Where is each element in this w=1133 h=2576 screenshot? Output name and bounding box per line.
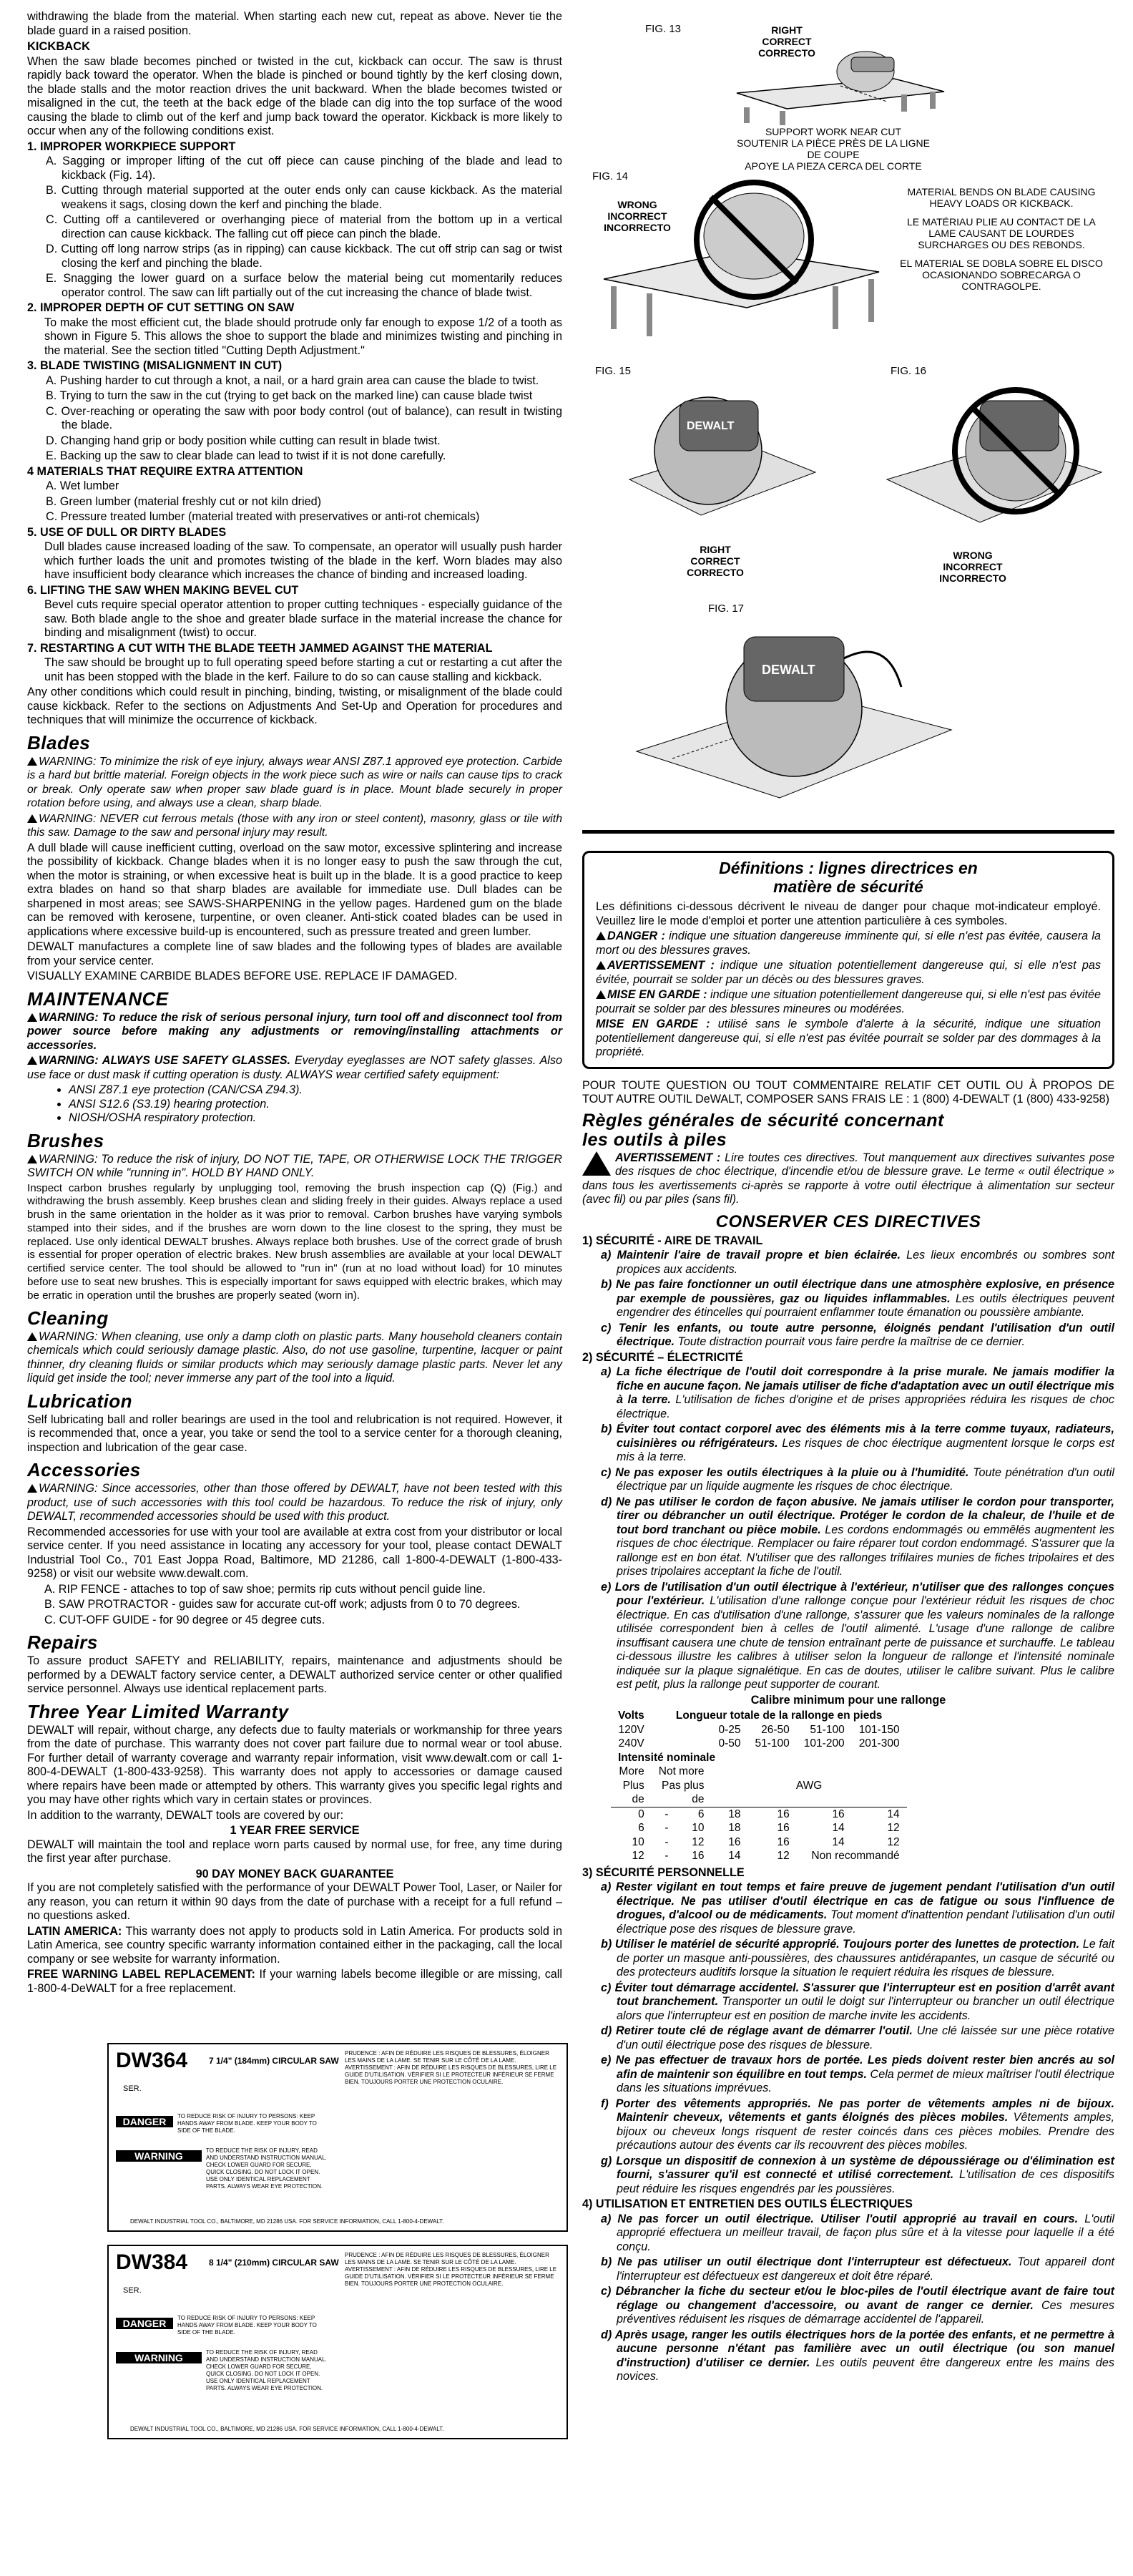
sec3-heading: 3) SÉCURITÉ PERSONNELLE <box>582 1865 745 1879</box>
blades-heading: Blades <box>27 731 91 753</box>
accessory-a: A. RIP FENCE - attaches to top of saw shoe; permits rip cuts without pencil guide line. <box>44 1582 486 1596</box>
sec2-c: c) Ne pas exposer les outils électriques à la pluie ou à l'humidité. Toute pénétration d'un outil électrique par un liquide augmente les risques de choc électrique. <box>601 1465 1114 1493</box>
table-row: 12 - 16 14 12 Non recommandé <box>632 1850 900 1862</box>
maintenance-warning-2: WARNING: ALWAYS USE SAFETY GLASSES. Everyday eyeglasses are NOT safety glasses. Also use face or dust mask if cutting operation is dusty. ALWAYS wear certified safety equipment: <box>27 1054 562 1081</box>
section-1e: E. Snagging the lower guard on a surface below the material being cut momentarily reduces operator control. The saw can lift partially out of the cut increasing the chance of blade twist. <box>46 272 562 299</box>
label-model: DW384 <box>116 2250 188 2274</box>
warning-icon <box>27 814 37 823</box>
sec4-d: d) Après usage, ranger les outils électriques hors de la portée des enfants, et ne permettre à aucune personne n'étant pas familière avec un outil électrique (ou son manuel d'instruction) d'utiliser ce dernier. Les outils peuvent être dangereux entre les mains des novices. <box>601 2328 1114 2383</box>
fig15-brand: DEWALT <box>687 420 735 432</box>
table-cell: 0-50 <box>718 1737 741 1750</box>
rules-heading: Règles générales de sécurité concernant les outils à piles <box>582 1110 944 1150</box>
warning-icon <box>27 1056 37 1065</box>
left-column <box>27 10 562 1997</box>
sec2-d: d) Ne pas utiliser le cordon de façon abusive. Ne jamais utiliser le cordon pour transporter, tirer ou débrancher un outil électrique. Protéger le cordon de la chaleur, de l'huile et de tout bord tranchant ou pièce mobile. Les cordons endommagés ou emmêlés augmentent les risques de choc électrique. Remplacer ou faire réparer tout cordon endommagé. S'assurer que la rallonge est en bon état. N'utiliser que des rallonges trifilaires munies de fiches tripolaires et des prises tripolaires acceptant la fiche de l'outil. <box>601 1495 1115 1578</box>
free-service-heading: 1 YEAR FREE SERVICE <box>230 1824 360 1838</box>
list-item: • ANSI Z87.1 eye protection (CAN/CSA Z94.3). <box>69 1083 562 1098</box>
brushes-warning: WARNING: To reduce the risk of injury, DO NOT TIE, TAPE, OR OTHERWISE LOCK THE TRIGGER SWITCH ON while "running in". HOLD BY HAND ONLY. <box>27 1152 562 1179</box>
sec3-c: c) Éviter tout démarrage accidentel. S'assurer que l'interrupteur est en position d'arrêt avant tout branchement. Transporter un outil le doigt sur l'interrupteur ou brancher un outil électrique alors que l'interrupteur est en position de marche invite les accidents. <box>601 1981 1115 2022</box>
warning-icon <box>27 1013 37 1022</box>
sec2-b: b) Éviter tout contact corporel avec des éléments mis à la terre comme tuyaux, radiateurs, cuisinières ou réfrigérateurs. Les risques de choc électrique augmentent lorsque le corps est mis à la terre. <box>601 1423 1114 1463</box>
sec4-b: b) Ne pas utiliser un outil électrique dont l'interrupteur est défectueux. Tout appareil dont l'interrupteur est défectueux est dangereux et doit être réparé. <box>601 2255 1114 2283</box>
section-7-heading: 7. RESTARTING A CUT WITH THE BLADE TEETH JAMMED AGAINST THE MATERIAL <box>27 641 493 655</box>
cleaning-warning: WARNING: When cleaning, use only a damp cloth on plastic parts. Many household cleaners contain chemicals which could seriously damage plastic. Also, do not use gasoline, turpentine, lacquer or paint thinner, dry cleaning fluids or similar products which may seriously damage plastic parts. Never let any liquid get inside the tool; never immerse any part of the tool into a liquid. <box>27 1330 562 1385</box>
cleaning-heading: Cleaning <box>27 1307 109 1329</box>
contact-text: POUR TOUTE QUESTION OU TOUT COMMENTAIRE RELATIF CET OUTIL OU À PROPOS DE TOUT AUTRE OUTIL DeWALT, COMPOSER SANS FRAIS LE : 1 (800) 4-DEWALT (1 (800) 433-9258) <box>582 1078 1114 1106</box>
section-1a: A. Sagging or improper lifting of the cut off piece can cause pinching of the blade and lead to kickback (Fig. 14). <box>46 155 562 182</box>
section-divider <box>582 830 1114 834</box>
brushes-text: Inspect carbon brushes regularly by unplugging tool, removing the brush inspection cap (Q) (Fig.) and withdrawing the brush assembly. Keep brushes clean and sliding freely in their guides. Always replace a used brush in the same orientation in the holder as it was prior to removal. Carbon brushes have varying symbols stamped into their sides, and if the brushes are worn down to the line closest to the spring, they must be replaced. Use only identical DEWALT brushes. Always replace both brushes. Use of the correct grade of brush is essential for proper operation of electric brakes. New brush assemblies are available at your local DEWALT certified service center. The tool should be allowed to "run in" (run at no load without load) for 10 minutes before use to seat new brushes. This is especially important for saws equipped with electric brakes, which may be erratic in operation until the brushes are properly seated (worn in). <box>27 1181 562 1302</box>
conserver-heading: CONSERVER CES DIRECTIVES <box>715 1211 981 1231</box>
repairs-heading: Repairs <box>27 1631 98 1654</box>
sec2-e: e) Lors de l'utilisation d'un outil électrique à l'extérieur, n'utiliser que des rallonges conçues pour l'extérieur. L'utilisation d'une rallonge conçue pour l'extérieur réduit les risques de choc électrique. En cas d'utilisation d'une rallonge, s'assurer que les valeurs nominales de la rallonge utilisée correspondent bien à celles de l'outil alimenté. L'usage d'une rallonge de calibre insuffisant causera une chute de tension entraînant perte de puissance et surchauffe. Le tableau ci-dessous illustre les calibres à utiliser selon la longueur de rallonge et l'intensité nominale indiquée sur la plaque signalétique. En cas de doutes, utiliser le calibre suivant. Plus le calibre est petit, plus la rallonge peut supporter de courant. <box>601 1580 1114 1691</box>
warning-icon <box>596 961 606 970</box>
sec3-a: a) Rester vigilant en tout temps et faire preuve de jugement pendant l'utilisation d'un outil électrique. Ne pas utiliser d'outil électrique en cas de fatigue ou sous l'influence de drogues, d'alcool ou de médicaments. Tout moment d'inattention pendant l'utilisation d'un outil électrique pose des risques de blessure grave. <box>601 1880 1114 1936</box>
section-4a: A. Wet lumber <box>46 479 119 492</box>
warning-icon <box>27 1484 37 1493</box>
sec4-a: a) Ne pas forcer un outil électrique. Utiliser l'outil approprié au travail en cours. L'outil approprié effectuera un meilleur travail, de façon plus sûre et à la vitesse pour laquelle il a été conçu. <box>601 2212 1115 2253</box>
warning-icon <box>27 1332 37 1341</box>
definition-mise-en-garde-2: MISE EN GARDE : utilisé sans le symbole d'alerte à la sécurité, indique une situation potentiellement dangereuse qui, si elle n'est pas évitée pourrait se solder par des dommages à la propriété. <box>596 1018 1101 1058</box>
warranty-text: DEWALT will repair, without charge, any defects due to faulty materials or workmanship for three years from the date of purchase. This warranty does not cover part failure due to normal wear or tool abuse. For further detail of warranty coverage and warranty repair information, visit www.dewalt.com or call 1-800-4-DEWALT (1-800-433-9258). This warranty does not apply to accessories or damage caused where repairs have been made or attempted by others. This warranty gives you specific legal rights and you may have other rights which vary in certain states or provinces. <box>27 1723 562 1807</box>
label-replacement-text: FREE WARNING LABEL REPLACEMENT: If your warning labels become illegible or are missing, call 1-800-4-DeWALT for a free replacement. <box>27 1968 562 1995</box>
fig14-wrong-caption: WRONG INCORRECT INCORRECTO <box>604 199 671 233</box>
kickback-text: When the saw blade becomes pinched or twisted in the cut, kickback can occur. The saw is thrust rapidly back toward the operator. When the blade is pinched or bound tightly by the kerf closing down, the blade stalls and the motor reaction drives the unit backward. When the blade becomes twisted or misaligned in the cut, the teeth at the back edge of the blade can dig into the top surface of the wood causing the blade to climb out of the kerf and jump back toward the operator. Kickback is more likely to occur when any of the following conditions exist. <box>27 54 562 137</box>
table-cell: Plus <box>622 1779 644 1792</box>
sec3-g: g) Lorsque un dispositif de connexion à un système de dépoussiérage ou d'élimination est fourni, s'assurer qu'il est connecté et utilisé correctement. L'utilisation de ces dispositifs peut réduire les risques engendrés par les poussières. <box>601 2154 1115 2195</box>
table-volts: Volts <box>618 1709 644 1722</box>
fig17-illustration <box>629 608 958 809</box>
money-back-text: If you are not completely satisfied with the performance of your DEWALT Power Tool, Laser, or Nailer for any reason, you can return it within 90 days from the date of purchase with a receipt for a full refund – no questions asked. <box>27 1881 562 1923</box>
list-item: • NIOSH/OSHA respiratory protection. <box>69 1111 562 1126</box>
label-warning-badge: WARNING <box>116 2150 202 2162</box>
sec4-heading: 4) UTILISATION ET ENTRETIEN DES OUTILS ÉLECTRIQUES <box>582 2197 913 2210</box>
fig15-label: FIG. 15 <box>595 365 632 377</box>
section-5-text: Dull blades cause increased loading of the saw. To compensate, an operator will usually push harder which further loads the unit and promotes twisting of the blade in the kerf. Worn blades may also have insufficient body clearance which increases the chance of binding and increased loading. <box>44 540 562 581</box>
fig17-brand: DEWALT <box>762 663 815 677</box>
section-6-text: Bevel cuts require special operator attention to proper cutting techniques - especially guidance of the saw. Both blade angle to the shoe and greater blade surface in the material increase the chance for binding and misalignment (twist) to occur. <box>44 598 562 639</box>
section-1b: B. Cutting through material supported at the outer ends only can cause kickback. As the material weakens it sags, closing down the kerf and pinching the blade. <box>46 184 562 211</box>
warranty-heading: Three Year Limited Warranty <box>27 1700 289 1722</box>
other-conditions-text: Any other conditions which could result in pinching, binding, twisting, or misalignment of the blade could cause kickback. Refer to the sections on Adjustments And Set-Up and Operation for procedures and techniques that will minimize the occurrence of kickback. <box>27 686 562 726</box>
table-cell: 120V <box>618 1723 644 1736</box>
section-3b: B. Trying to turn the saw in the cut (trying to get back on the marked line) can cause blade twist <box>46 389 533 402</box>
section-3c: C. Over-reaching or operating the saw with poor body control (out of balance), can result in twisting the blade. <box>46 404 562 431</box>
table-cell: de <box>652 1792 712 1807</box>
fig14-illustration <box>597 172 890 343</box>
table-cell: 101-150 <box>858 1723 900 1736</box>
label-danger-text: TO REDUCE RISK OF INJURY TO PERSONS: KEEP HANDS AWAY FROM BLADE. KEEP YOUR BODY TO SIDE OF THE BLADE. <box>177 2113 317 2134</box>
brushes-heading: Brushes <box>27 1129 104 1151</box>
label-french-text: PRUDENCE : AFIN DE RÉDUIRE LES RISQUES DE BLESSURES, ÉLOIGNER LES MAINS DE LA LAME. SE TENIR SUR LE CÔTÉ DE LA LAME. AVERTISSEMENT : AFIN DE RÉDUIRE LES RISQUES DE BLESSURES, LIRE LE GUIDE D'UTILISATION. VÉRIFIER SI LE PROTECTEUR INFÉRIEUR SE FERME BIEN. TOUJOURS PORTER UNE PROTECTION OCULAIRE. <box>345 2252 557 2287</box>
fig15-illustration <box>622 372 823 544</box>
table-cell: 240V <box>618 1737 644 1750</box>
section-3e: E. Backing up the saw to clear blade can lead to twist if it is not done carefully. <box>46 449 446 462</box>
sec1-b: b) Ne pas faire fonctionner un outil électrique dans une atmosphère explosive, en présence par exemple de poussières, gaz ou liquides inflammables. Les outils électriques peuvent engendrer des étincelles qui pourraient enflammer toute émanation ou poussière ambiante. <box>601 1278 1114 1319</box>
table-awg: AWG <box>795 1779 823 1792</box>
accessories-text: Recommended accessories for use with your tool are available at extra cost from your distributor or local service center. If you need assistance in locating any accessory for your tool, please contact DEWALT Industrial Tool Co., 701 East Joppa Road, Baltimore, MD 21286, call 1-800-4-DEWALT (1-800-433-9258) or visit our website www.dewalt.com. <box>27 1525 562 1581</box>
sec1-heading: 1) SÉCURITÉ - AIRE DE TRAVAIL <box>582 1234 763 1247</box>
extension-cord-table <box>611 1709 907 1863</box>
section-5-heading: 5. USE OF DULL OR DIRTY BLADES <box>27 525 227 539</box>
label-serial: SER. <box>123 2286 142 2295</box>
table-title: Calibre minimum pour une rallonge <box>750 1693 946 1707</box>
warning-icon <box>596 990 606 999</box>
section-7-text: The saw should be brought up to full operating speed before starting a cut or restarting a cut after the unit has been stopped with the blade in the kerf. Failure to do so can cause stalling and kickback. <box>44 656 562 683</box>
fig15-right-caption: RIGHT CORRECT CORRECTO <box>687 544 744 578</box>
table-cell: Pas plus <box>662 1779 705 1792</box>
definition-avertissement: AVERTISSEMENT : indique une situation potentiellement dangereuse qui, si elle n'est pas évitée, pourrait se solder par un décès ou des blessures graves. <box>596 959 1101 986</box>
maintenance-heading: MAINTENANCE <box>27 987 169 1010</box>
sec2-a: a) La fiche électrique de l'outil doit correspondre à la prise murale. Ne jamais modifier la fiche en aucune façon. Ne jamais utiliser de fiche d'adaptation avec un outil électrique mis à la terre. L'utilisation de fiches d'origine et de prises appropriées réduira les risques de choc électrique. <box>601 1365 1114 1420</box>
definitions-intro: Les définitions ci-dessous décrivent le niveau de danger pour chaque mot-indicateur employé. Veuillez lire le mode d'emploi et porter une attention particulière à ces symboles. <box>596 900 1101 927</box>
accessory-b: B. SAW PROTRACTOR - guides saw for accurate cut-off work; adjusts from 0 to 70 degrees. <box>44 1598 521 1611</box>
sec4-c: c) Débrancher la fiche du secteur et/ou le bloc-piles de l'outil électrique avant de faire tout réglage ou changement d'accessoire, ou avant de ranger ce dernier. Ces mesures préventives réduisent les risques de démarrage accidentel de l'appareil. <box>601 2285 1114 2326</box>
label-footer: DEWALT INDUSTRIAL TOOL CO., BALTIMORE, MD 21286 USA. FOR SERVICE INFORMATION, CALL 1-800-4-DEWALT. <box>130 2218 444 2225</box>
label-french-text: PRUDENCE : AFIN DE RÉDUIRE LES RISQUES DE BLESSURES, ÉLOIGNER LES MAINS DE LA LAME. SE TENIR SUR LE CÔTÉ DE LA LAME. AVERTISSEMENT : AFIN DE RÉDUIRE LES RISQUES DE BLESSURES, LIRE LE GUIDE D'UTILISATION. VÉRIFIER SI LE PROTECTEUR INFÉRIEUR SE FERME BIEN. TOUJOURS PORTER UNE PROTECTION OCULAIRE. <box>345 2050 557 2085</box>
blades-text-3: VISUALLY EXAMINE CARBIDE BLADES BEFORE USE. REPLACE IF DAMAGED. <box>27 970 458 982</box>
repairs-text: To assure product SAFETY and RELIABILITY, repairs, maintenance and adjustments should be performed by a DEWALT factory service center, a DEWALT authorized service center or other qualified service personnel. Always use identical replacement parts. <box>27 1654 562 1696</box>
warning-labels <box>107 2043 565 2452</box>
label-danger-badge: DANGER <box>116 2116 173 2127</box>
label-danger-badge: DANGER <box>116 2318 173 2329</box>
table-cell: More <box>619 1765 644 1777</box>
accessory-c: C. CUT-OFF GUIDE - for 90 degree or 45 degree cuts. <box>44 1613 325 1626</box>
section-4c: C. Pressure treated lumber (material treated with preservatives or anti-rot chemicals) <box>46 510 480 523</box>
accessories-heading: Accessories <box>27 1459 141 1481</box>
latin-america-text: LATIN AMERICA: This warranty does not apply to products sold in Latin America. For products sold in Latin America, see country specific warranty information contained either in the packaging, call the local company or see website for warranty information. <box>27 1924 562 1966</box>
section-3-heading: 3. BLADE TWISTING (MISALIGNMENT IN CUT) <box>27 359 283 372</box>
warning-icon <box>27 1155 37 1163</box>
fig13-illustration <box>715 50 951 125</box>
label-warning-badge: WARNING <box>116 2352 202 2363</box>
blades-warning-1: WARNING: To minimize the risk of eye injury, always wear ANSI Z87.1 approved eye protection. Carbide is a hard but brittle material. Foreign objects in the work piece such as wire or nails can cause tips to crack or break. Only operate saw when proper saw blade guard is in place. Mount blade securely in proper rotation before using, and always use a clean, sharp blade. <box>27 755 562 809</box>
fig16-label: FIG. 16 <box>891 365 927 377</box>
kickback-heading: KICKBACK <box>27 40 90 53</box>
table-row: 10 - 12 16 16 14 12 <box>632 1835 900 1848</box>
section-4b: B. Green lumber (material freshly cut or not kiln dried) <box>46 494 322 508</box>
section-2-text: To make the most efficient cut, the blade should protrude only far enough to expose 1/2 of a tooth as shown in Figure 5. This allows the shoe to support the blade and minimizes twisting and pinching in the material. See the section titled "Cutting Depth Adjustment." <box>44 316 562 357</box>
fig16-illustration <box>873 372 1109 544</box>
label-danger-text: TO REDUCE RISK OF INJURY TO PERSONS: KEEP HANDS AWAY FROM BLADE. KEEP YOUR BODY TO SIDE OF THE BLADE. <box>177 2315 317 2336</box>
fig13-caption: SUPPORT WORK NEAR CUT SOUTENIR LA PIÈCE PRÈS DE LA LIGNE DE COUPE APOYE LA PIEZA CERCA DEL CORTE <box>737 126 930 172</box>
sec2-heading: 2) SÉCURITÉ – ÉLECTRICITÉ <box>582 1350 743 1364</box>
label-warning-text: TO REDUCE THE RISK OF INJURY, READ AND UNDERSTAND INSTRUCTION MANUAL. CHECK LOWER GUARD FOR SECURE, QUICK CLOSING. DO NOT LOCK IT OPEN. USE ONLY IDENTICAL REPLACEMENT PARTS. ALWAYS WEAR EYE PROTECTION. <box>206 2349 327 2391</box>
table-cell: 101-200 <box>803 1737 845 1750</box>
section-4-heading: 4 MATERIALS THAT REQUIRE EXTRA ATTENTION <box>27 464 303 478</box>
label-subtitle: 8 1/4" (210mm) CIRCULAR SAW <box>209 2258 339 2268</box>
definitions-box <box>582 851 1114 1069</box>
fig13-right-caption: RIGHT CORRECT CORRECTO <box>758 24 815 59</box>
definition-danger: DANGER : indique une situation dangereuse imminente qui, si elle n'est pas évitée, causera la mort ou des blessures graves. <box>596 930 1101 957</box>
sec3-e: e) Ne pas effectuer de travaux hors de portée. Les pieds doivent rester bien ancrés au sol afin de maintenir son équilibre en tout temps. Cela permet de mieux maîtriser l'outil électrique dans les situations imprévues. <box>601 2054 1114 2094</box>
table-intensity: Intensité nominale <box>618 1751 716 1764</box>
warranty-text-2: In addition to the warranty, DEWALT tools are covered by our: <box>27 1808 344 1822</box>
money-back-heading: 90 DAY MONEY BACK GUARANTEE <box>195 1867 394 1880</box>
section-6-heading: 6. LIFTING THE SAW WHEN MAKING BEVEL CUT <box>27 583 299 597</box>
table-cell: 51-100 <box>810 1723 845 1736</box>
table-cell: 201-300 <box>858 1737 900 1750</box>
fig17-label: FIG. 17 <box>708 602 745 615</box>
fig16-wrong-caption: WRONG INCORRECT INCORRECTO <box>939 550 1006 584</box>
label-serial: SER. <box>123 2084 142 2093</box>
table-cell: de <box>611 1792 652 1807</box>
list-item: • ANSI S12.6 (S3.19) hearing protection. <box>69 1098 562 1112</box>
intro-text: withdrawing the blade from the material. When starting each new cut, repeat as above. Never tie the blade guard in a raised position. <box>27 10 562 37</box>
sec1-c: c) Tenir les enfants, ou toute autre personne, éloignés pendant l'utilisation d'un outil électrique. Toute distraction pourrait vous faire perdre la maîtrise de ce dernier. <box>601 1321 1114 1348</box>
blades-text-2: DEWALT manufactures a complete line of saw blades and the following types of blades are available from your service center. <box>27 940 562 967</box>
warning-icon <box>582 1151 611 1176</box>
section-3a: A. Pushing harder to cut through a knot, a nail, or a hard grain area can cause the blade to twist. <box>46 374 539 387</box>
sec3-b: b) Utiliser le matériel de sécurité approprié. Toujours porter des lunettes de protection. Le fait de porter un masque anti-poussières, des chaussures antidérapantes, un casque de sécurité ou des protecteurs auditifs lorsque la situation le requiert réduira les risques de blessure. <box>601 1938 1114 1979</box>
blades-warning-2: WARNING: NEVER cut ferrous metals (those with any iron or steel content), masonry, glass or tile with this saw. Damage to the saw and personal injury may result. <box>27 812 562 839</box>
lubrication-text: Self lubricating ball and roller bearings are used in the tool and relubrication is not required. However, it is recommended that, once a year, you take or send the tool to a service center for a thorough cleaning, inspection and lubrication of the gear case. <box>27 1413 562 1454</box>
table-cell: 0-25 <box>718 1723 741 1736</box>
label-warning-text: TO REDUCE THE RISK OF INJURY, READ AND UNDERSTAND INSTRUCTION MANUAL. CHECK LOWER GUARD FOR SECURE, QUICK CLOSING. DO NOT LOCK IT OPEN. USE ONLY IDENTICAL REPLACEMENT PARTS. ALWAYS WEAR EYE PROTECTION. <box>206 2147 327 2190</box>
table-cell: Not more <box>658 1765 705 1777</box>
safety-equipment-list <box>69 1083 562 1126</box>
fig14-label: FIG. 14 <box>592 170 629 182</box>
sec1-a: a) Maintenir l'aire de travail propre et bien éclairée. Les lieux encombrés ou sombres sont propices aux accidents. <box>601 1249 1115 1276</box>
table-cell: 51-100 <box>755 1737 790 1750</box>
label-subtitle: 7 1/4" (184mm) CIRCULAR SAW <box>209 2056 339 2066</box>
fig14-caption: MATERIAL BENDS ON BLADE CAUSING HEAVY LOADS OR KICKBACK. LE MATÉRIAU PLIE AU CONTACT DE LA LAME CAUSANT DE LOURDES SURCHARGES OU DES REBONDS. EL MATERIAL SE DOBLA SOBRE EL DISCO OCASIONANDO SOBRECARGA O CONTRAGOLPE. <box>900 186 1103 292</box>
table-subtitle: Longueur totale de la rallonge en pieds <box>675 1709 883 1722</box>
accessories-warning: WARNING: Since accessories, other than those offered by DEWALT, have not been tested with this product, use of such accessories with this tool could be hazardous. To reduce the risk of injury, only DEWALT, recommended accessories should be used with this product. <box>27 1482 562 1523</box>
free-service-text: DEWALT will maintain the tool and replace worn parts caused by normal use, for free, any time during the first year after purchase. <box>27 1838 562 1865</box>
definition-mise-en-garde: MISE EN GARDE : indique une situation potentiellement dangereuse qui, si elle n'est pas évitée pourrait se solder par des blessures mineures ou modérées. <box>596 988 1102 1015</box>
label-footer: DEWALT INDUSTRIAL TOOL CO., BALTIMORE, MD 21286 USA. FOR SERVICE INFORMATION, CALL 1-800-4-DEWALT. <box>130 2426 444 2432</box>
label-dw364 <box>107 2043 568 2232</box>
sec3-f: f) Porter des vêtements appropriés. Ne pas porter de vêtements amples ni de bijoux. Maintenir cheveux, vêtements et gants éloignés des pièces mobiles. Vêtements amples, bijoux ou cheveux longs risquent de rester coincés dans ces pièces mobiles. Prendre des précautions autour des évents car ils recouvrent des pièces mobiles. <box>601 2097 1114 2152</box>
maintenance-warning-1: WARNING: To reduce the risk of serious personal injury, turn tool off and disconnect tool from power source before making any adjustments or removing/installing attachments or accessories. <box>27 1010 562 1052</box>
lubrication-heading: Lubrication <box>27 1390 133 1412</box>
section-1-heading: 1. IMPROPER WORKPIECE SUPPORT <box>27 140 236 153</box>
section-3d: D. Changing hand grip or body position while cutting can result in blade twist. <box>46 434 441 447</box>
table-row: 6 - 10 18 16 14 12 <box>638 1822 900 1834</box>
label-model: DW364 <box>116 2049 188 2072</box>
rules-warning: AVERTISSEMENT : Lire toutes ces directives. Tout manquement aux directives suivantes pose des risques de choc électrique, d'incendie et/ou de blessure grave. Le terme « outil électrique » dans tous les avertissements ci-après se rapporte à votre outil électrique à alimentation sur secteur (avec fil) ou par piles (sans fil). <box>582 1151 1114 1206</box>
section-2-heading: 2. IMPROPER DEPTH OF CUT SETTING ON SAW <box>27 301 295 314</box>
fig13-label: FIG. 13 <box>645 23 682 35</box>
label-dw384 <box>107 2245 568 2439</box>
section-1c: C. Cutting off a cantilevered or overhanging piece of material from the bottom up in a vertical direction can cause kickback. The falling cut off piece can pinch the blade. <box>46 213 562 240</box>
warning-icon <box>27 757 37 766</box>
table-cell: 26-50 <box>761 1723 790 1736</box>
section-1d: D. Cutting off long narrow strips (as in ripping) can cause kickback. The cut off strip can sag or twist closing the kerf and pinching the blade. <box>46 243 562 270</box>
warning-icon <box>596 932 606 940</box>
sec3-d: d) Retirer toute clé de réglage avant de démarrer l'outil. Une clé laissée sur une pièce rotative d'un outil électrique pose des risques de blessure. <box>601 2024 1115 2051</box>
right-column <box>582 823 1114 2386</box>
definitions-title: Définitions : lignes directrices en matière de sécurité <box>719 859 978 896</box>
table-row: 0 - 6 18 16 16 14 <box>638 1807 900 1820</box>
blades-text-1: A dull blade will cause inefficient cutting, overload on the saw motor, excessive splintering and increase the possibility of kickback. Change blades when it is no longer easy to push the saw through the cut, when the motor is straining, or when excessive heat is built up in the blade. It is a good practice to keep extra blades on hand so that sharp blades are available for immediate use. Dull blades can be sharpened in most areas; see SAWS-SHARPENING in the yellow pages. Hardened gum on the blade can be removed with kerosene, turpentine, or oven cleaner. Anti-stick coated blades can be used in applications where excessive build-up is encountered, such as pressure treated and green lumber. <box>27 841 562 938</box>
